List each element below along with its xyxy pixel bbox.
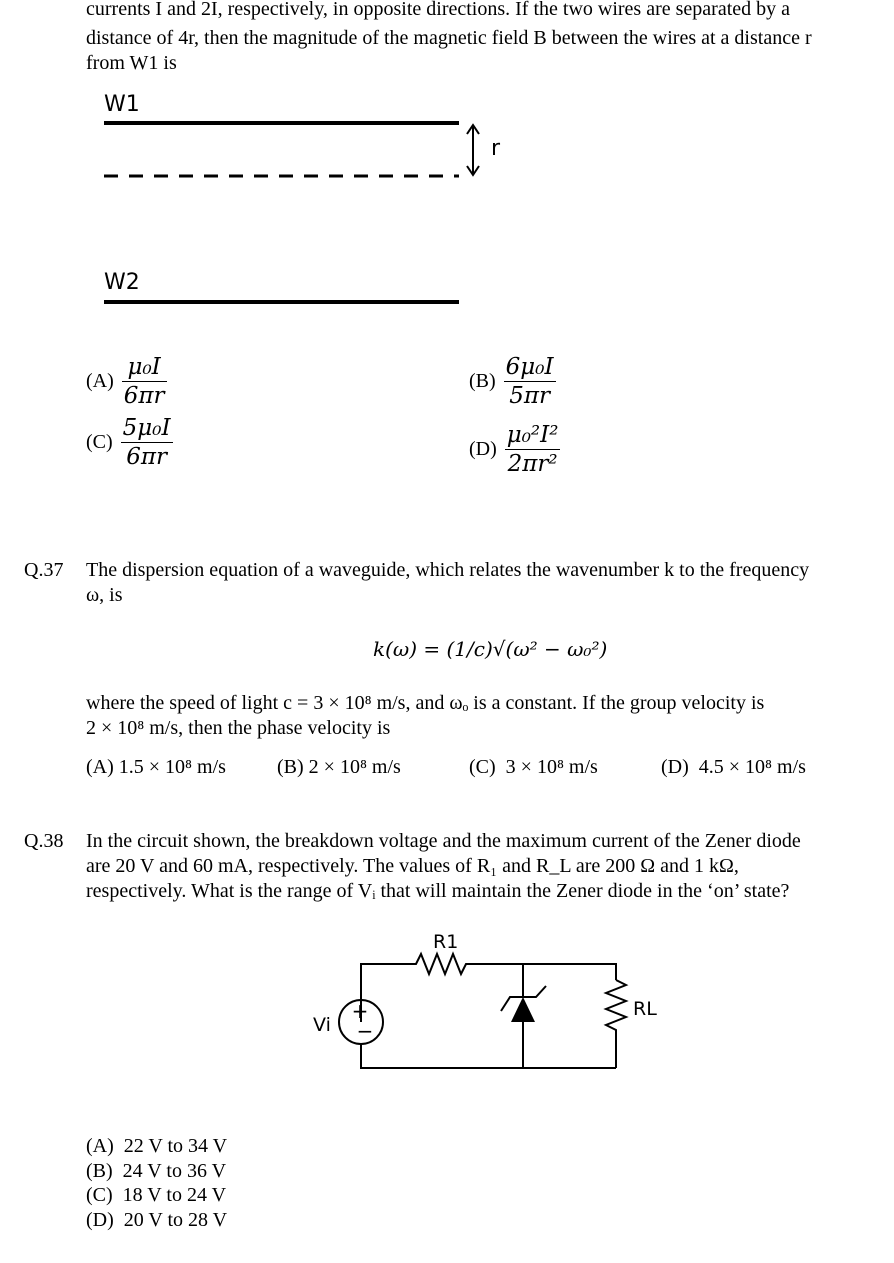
- q37-option-a[interactable]: (A) 1.5 × 10⁸ m/s: [86, 756, 226, 778]
- q38-option-b[interactable]: (B) 24 V to 36 V: [86, 1160, 227, 1182]
- q37-number: Q.37: [24, 559, 64, 581]
- q37-option-b[interactable]: (B) 2 × 10⁸ m/s: [277, 756, 401, 778]
- wires-diagram: [90, 85, 520, 315]
- q36-option-d[interactable]: (D) $\frac{\text{μ₀²I²}}{\text{2πr²}}$: [469, 422, 559, 477]
- bottom-wire: [361, 1044, 616, 1068]
- q38-option-a[interactable]: (A) 22 V to 34 V: [86, 1135, 228, 1157]
- q38-option-d[interactable]: (D) 20 V to 28 V: [86, 1209, 228, 1231]
- q37-option-c[interactable]: (C) 3 × 10⁸ m/s: [469, 756, 598, 778]
- q37-equation: k(ω) = (1/c)√(ω² − ω₀²): [373, 637, 608, 661]
- w2-label: W2: [104, 270, 140, 295]
- q36-option-a[interactable]: (A) $\frac{\text{μ₀I}}{6\pi r}$: [86, 354, 165, 409]
- q36-option-c[interactable]: (C) $\frac{\text{5μ₀I}}{6\pi r}$: [86, 415, 171, 470]
- q38-option-c[interactable]: (C) 18 V to 24 V: [86, 1184, 227, 1206]
- plus-sign: +: [351, 999, 369, 1023]
- rl-resistor: [606, 980, 626, 1068]
- zener-circuit: [300, 925, 670, 1080]
- r1-label: R1: [433, 931, 459, 953]
- w1-label: W1: [104, 92, 140, 117]
- q37-line-2: ω, is: [86, 584, 123, 606]
- q38-number: Q.38: [24, 830, 64, 852]
- q38-line-2: are 20 V and 60 mA, respectively. The values of R₁ and R_L are 200 Ω and 1 kΩ,: [86, 855, 739, 877]
- q37-line-4: 2 × 10⁸ m/s, then the phase velocity is: [86, 717, 391, 739]
- r1-resistor: [361, 954, 616, 1022]
- q37-line-3: where the speed of light c = 3 × 10⁸ m/s, and ωₒ is a constant. If the group velocity is: [86, 692, 765, 714]
- q36-line-1: currents I and 2I, respectively, in opposite directions. If the two wires are separated by a: [86, 0, 791, 20]
- q38-line-3: respectively. What is the range of Vᵢ that will maintain the Zener diode in the ‘on’ state?: [86, 880, 790, 902]
- q38-line-1: In the circuit shown, the breakdown voltage and the maximum current of the Zener diode: [86, 830, 801, 852]
- q36-line-3: from W1 is: [86, 52, 177, 74]
- vi-label: Vi: [313, 1014, 331, 1036]
- q37-line-1: The dispersion equation of a waveguide, which relates the wavenumber k to the frequency: [86, 559, 810, 581]
- zener-diode-triangle: [511, 997, 535, 1022]
- rl-label: RL: [633, 998, 657, 1020]
- minus-sign: −: [356, 1019, 374, 1043]
- r-label: r: [491, 136, 501, 161]
- q36-option-b[interactable]: (B) $\frac{\text{6μ₀I}}{5\pi r}$: [469, 354, 554, 409]
- q37-option-d[interactable]: (D) 4.5 × 10⁸ m/s: [661, 756, 806, 778]
- q36-line-2: distance of 4r, then the magnitude of the magnetic field B between the wires at a distance r: [86, 27, 812, 49]
